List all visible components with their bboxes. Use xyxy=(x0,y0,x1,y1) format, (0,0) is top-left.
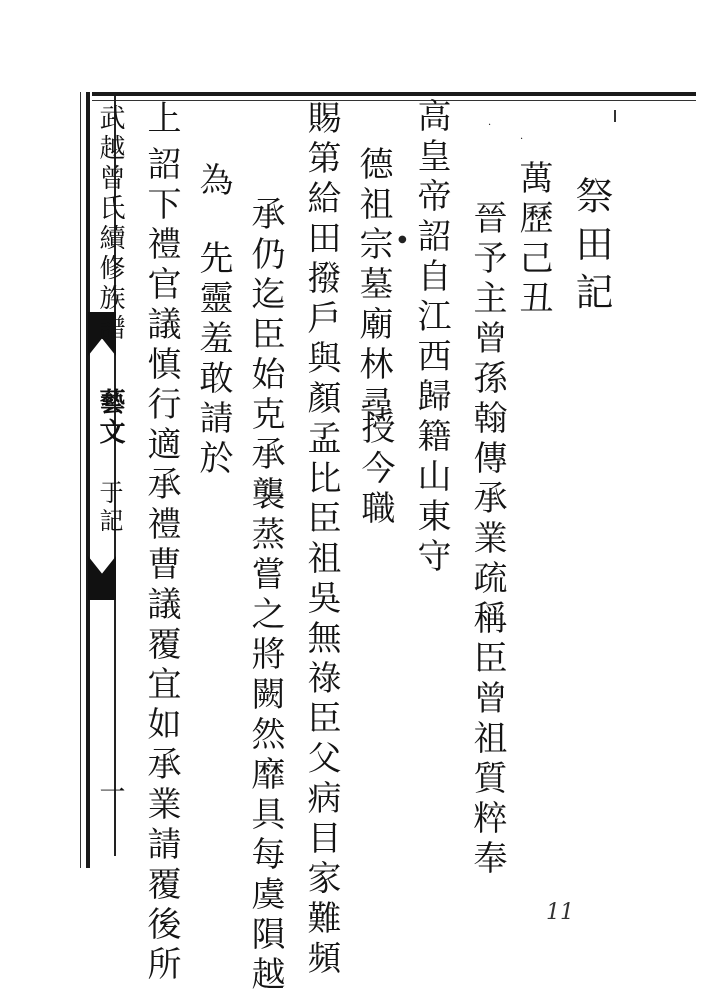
text-column-8b: 先靈羞敢請於 xyxy=(193,240,233,480)
text-column-7: 承仍迄臣始克承襲蒸嘗之將闕然靡具每虞隕越 xyxy=(245,196,285,996)
text-column-5b: 授今職 xyxy=(355,410,395,530)
text-column-9a: 上 xyxy=(141,100,181,140)
text-column-8a: 為 xyxy=(193,162,233,202)
text-column-2: 萬歷己丑 xyxy=(513,160,553,320)
text-column-1: 祭田記 xyxy=(569,176,613,320)
spine-book-title: 武越曾氏續修族譜 xyxy=(95,104,125,344)
page-number: 11 xyxy=(546,900,574,925)
spine-section-label: 藝文 xyxy=(95,388,125,448)
margin-tick xyxy=(614,110,616,122)
frame-top-thin-rule xyxy=(92,100,696,101)
fishtail-ornament-bottom xyxy=(88,556,116,600)
text-column-3: 晉予主曾孫翰傳承業疏稱臣曾祖質粹奉 xyxy=(467,200,507,880)
spine-subsection-label: 于記 xyxy=(95,480,123,536)
ink-speck: · xyxy=(520,134,524,145)
frame-left-rule xyxy=(86,92,90,868)
text-column-5: 德祖宗墓廟林尋 xyxy=(353,146,393,426)
frame-top-rule xyxy=(92,92,696,96)
text-column-9b: 詔下禮官議慎行適承禮曹議覆宜如承業請覆後所 xyxy=(141,146,181,986)
ink-speck: ● xyxy=(398,234,407,245)
text-column-6: 賜第給田撥戶與顏孟比臣祖吳無祿臣父病目家難頻 xyxy=(301,100,341,980)
ink-speck: · xyxy=(488,120,492,131)
text-column-4: 高皇帝詔自江西歸籍山東守 xyxy=(411,98,451,578)
frame-left-thin-rule xyxy=(80,92,81,868)
spine-leaf-number: 一 xyxy=(95,778,125,808)
